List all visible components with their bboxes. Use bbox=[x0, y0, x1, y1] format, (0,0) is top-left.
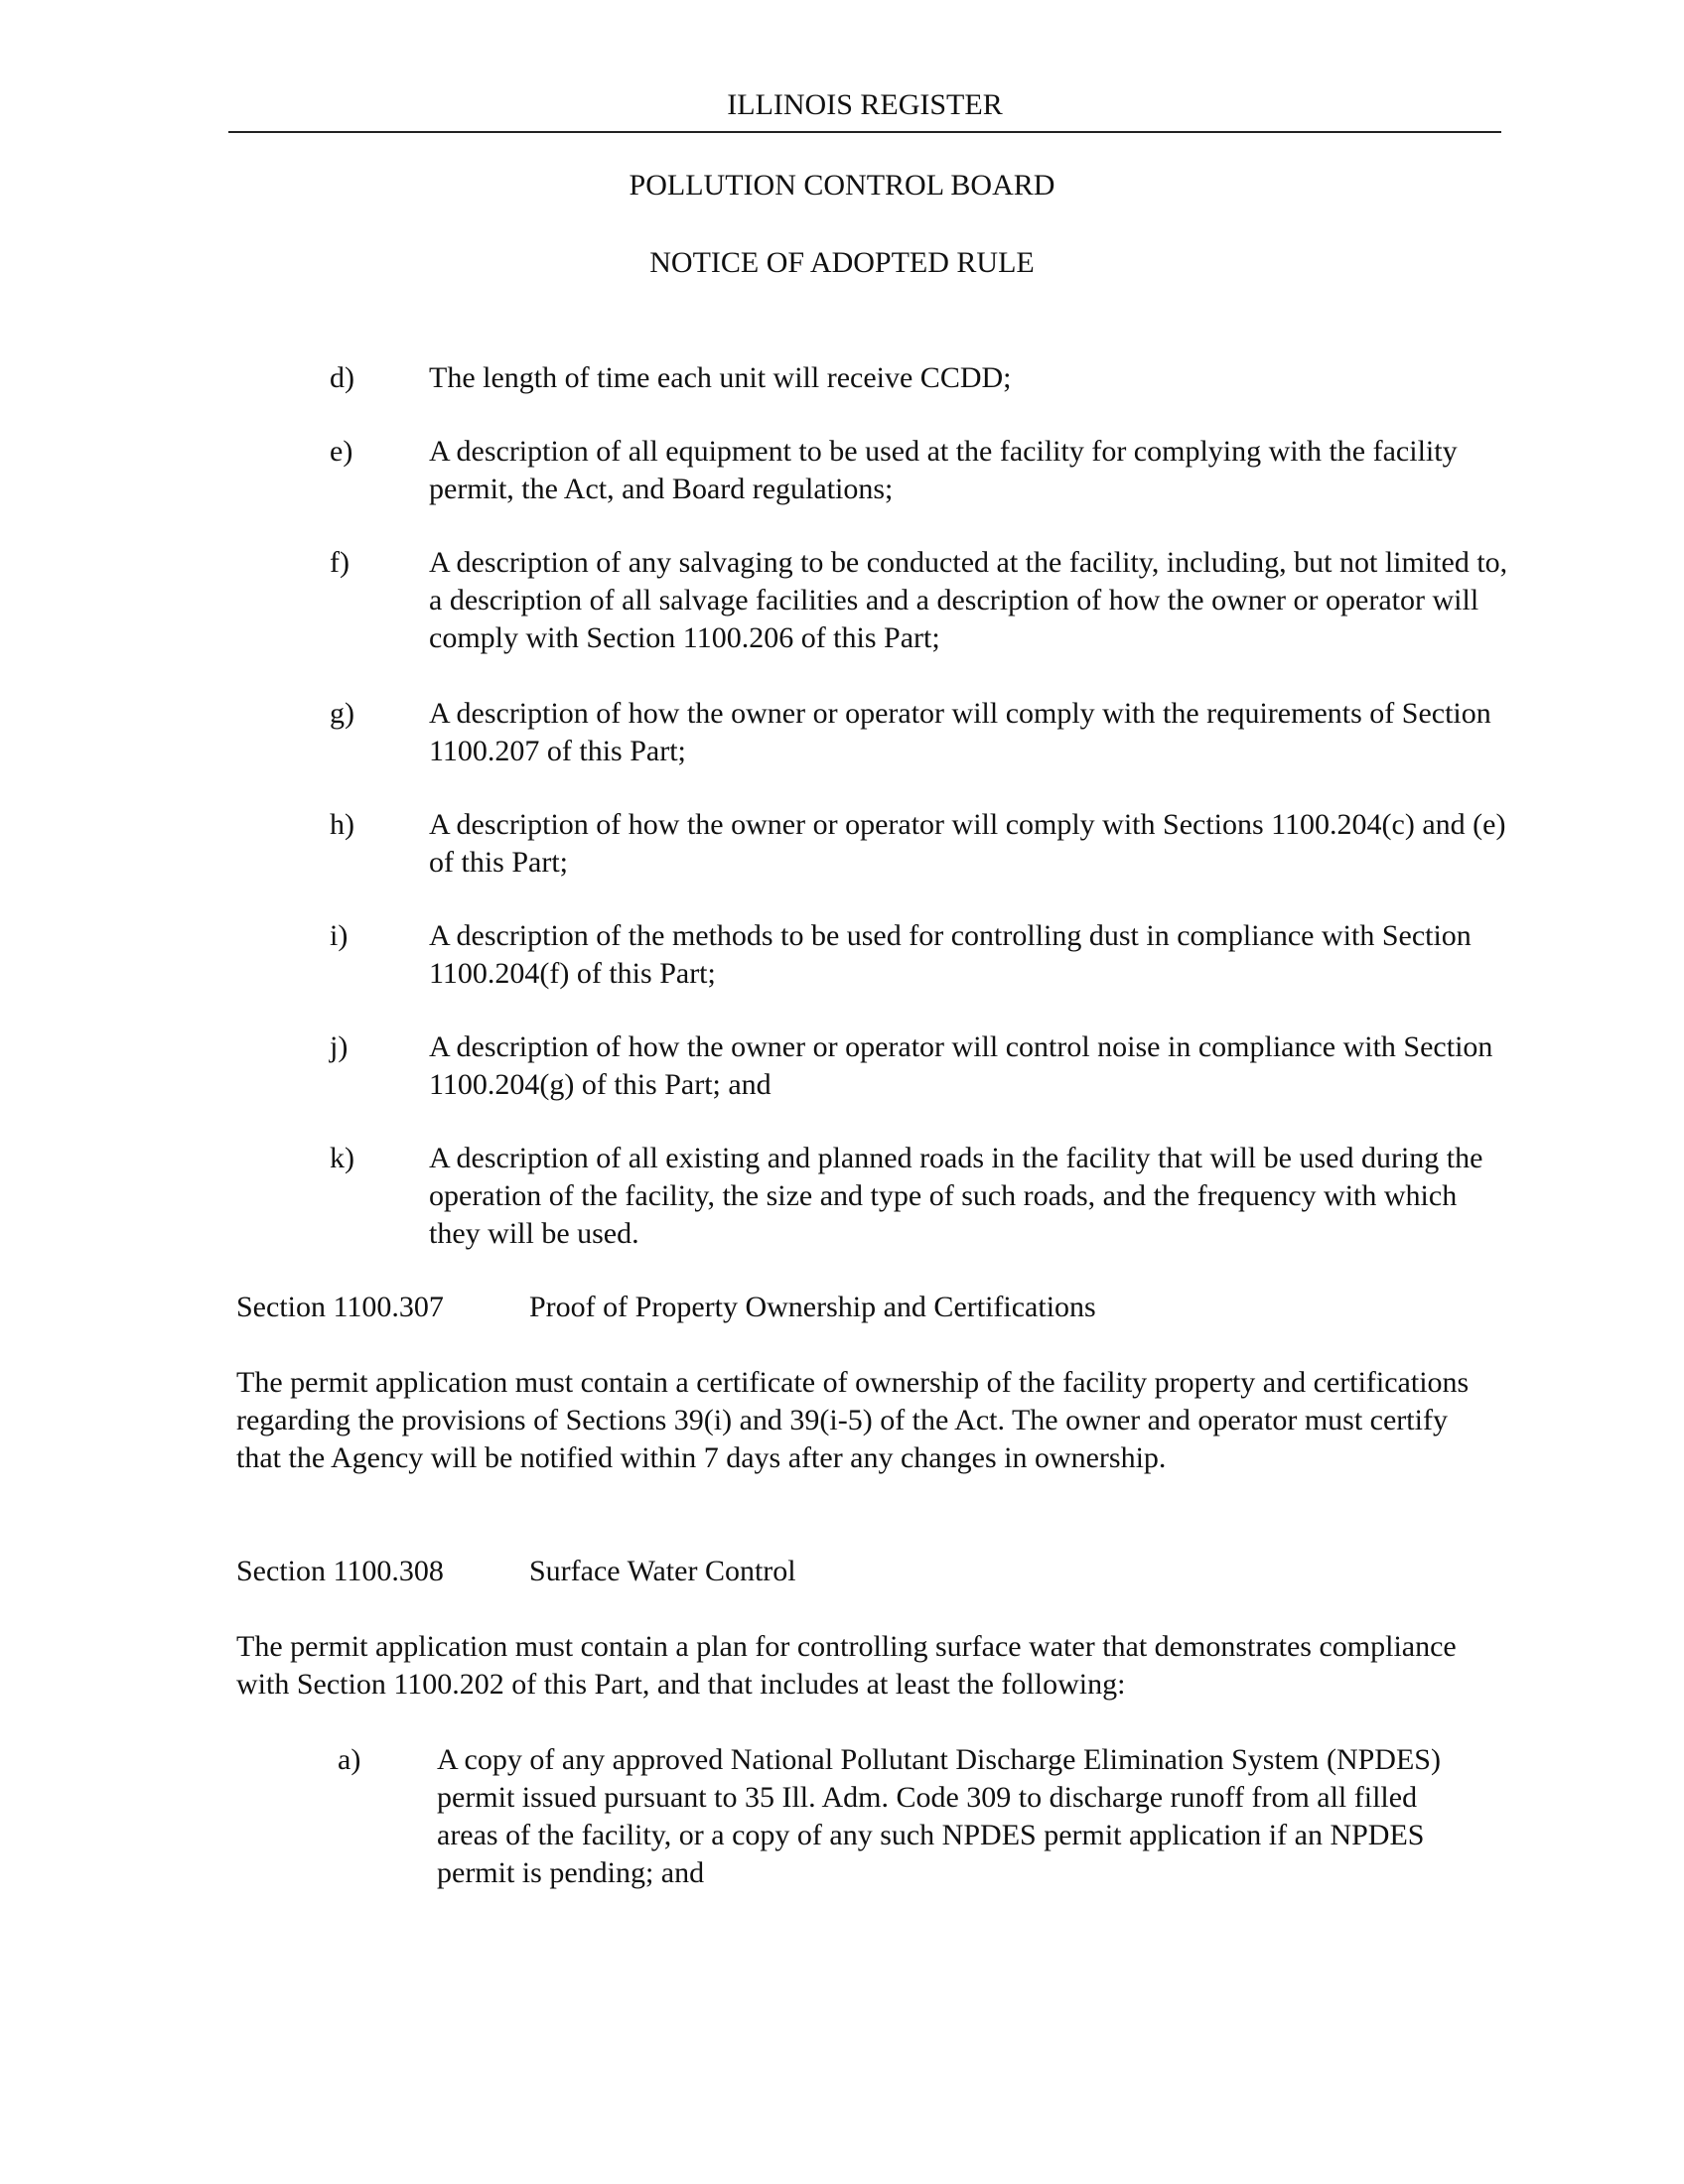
list-item-text: A description of all equipment to be used at the facility for complying with the facility permit, the Act, and Board regulations; bbox=[429, 435, 1458, 505]
list-item-text: A description of how the owner or operator will comply with Sections 1100.204(c) and (e) of this Part; bbox=[429, 808, 1506, 879]
section-307-body: The permit application must contain a certificate of ownership of the facility property and certifications regarding the provisions of Sections 39(i) and 39(i-5) of the Act. The owner and operator must certify that the Agency will be notified within 7 days after any changes in ownership. bbox=[236, 1366, 1470, 1474]
list-marker: h) bbox=[330, 808, 354, 841]
list-item-text: A description of all existing and planned roads in the facility that will be used during the operation of the facility, the size and type of such roads, and the frequency with which they will be used. bbox=[429, 1142, 1483, 1250]
notice-title: NOTICE OF ADOPTED RULE bbox=[649, 246, 1035, 279]
register-title: ILLINOIS REGISTER bbox=[727, 88, 1003, 121]
list-marker: i) bbox=[330, 919, 349, 952]
list-item-text: The length of time each unit will receive CCDD; bbox=[429, 361, 1012, 394]
section-308-body: The permit application must contain a plan for controlling surface water that demonstrates compliance with Section 1100.202 of this Part, and that includes at least the following: bbox=[236, 1630, 1457, 1701]
list-item-text: A description of the methods to be used for controlling dust in compliance with Section 1100.204(f) of this Part; bbox=[429, 919, 1472, 990]
section-number: Section 1100.308 bbox=[236, 1555, 444, 1587]
section-number: Section 1100.307 bbox=[236, 1291, 444, 1323]
list-marker: a) bbox=[338, 1743, 361, 1776]
list-item-text: A description of how the owner or operator will comply with the requirements of Section 1100.207 of this Part; bbox=[429, 697, 1491, 767]
list-marker: g) bbox=[330, 697, 354, 730]
list-marker: d) bbox=[330, 361, 354, 394]
section-title: Proof of Property Ownership and Certifications bbox=[529, 1291, 1096, 1323]
list-item-text: A copy of any approved National Pollutant Discharge Elimination System (NPDES) permit issued pursuant to 35 Ill. Adm. Code 309 to discharge runoff from all filled areas of the facility, or a copy of any such NPDES permit application if an NPDES permit is pending; and bbox=[437, 1743, 1441, 1889]
register-header bbox=[228, 87, 1501, 133]
list-item-text: A description of how the owner or operator will control noise in compliance with Section 1100.204(g) of this Part; and bbox=[429, 1030, 1493, 1101]
section-title: Surface Water Control bbox=[529, 1555, 796, 1587]
board-name: POLLUTION CONTROL BOARD bbox=[629, 169, 1055, 202]
list-marker: f) bbox=[330, 546, 350, 579]
list-item-text: A description of any salvaging to be conducted at the facility, including, but not limited to, a description of all salvage facilities and a description of how the owner or operator will comply with Section 1100.206 of this Part; bbox=[429, 546, 1508, 654]
list-marker: k) bbox=[330, 1142, 354, 1174]
list-marker: j) bbox=[330, 1030, 349, 1063]
list-marker: e) bbox=[330, 435, 353, 468]
